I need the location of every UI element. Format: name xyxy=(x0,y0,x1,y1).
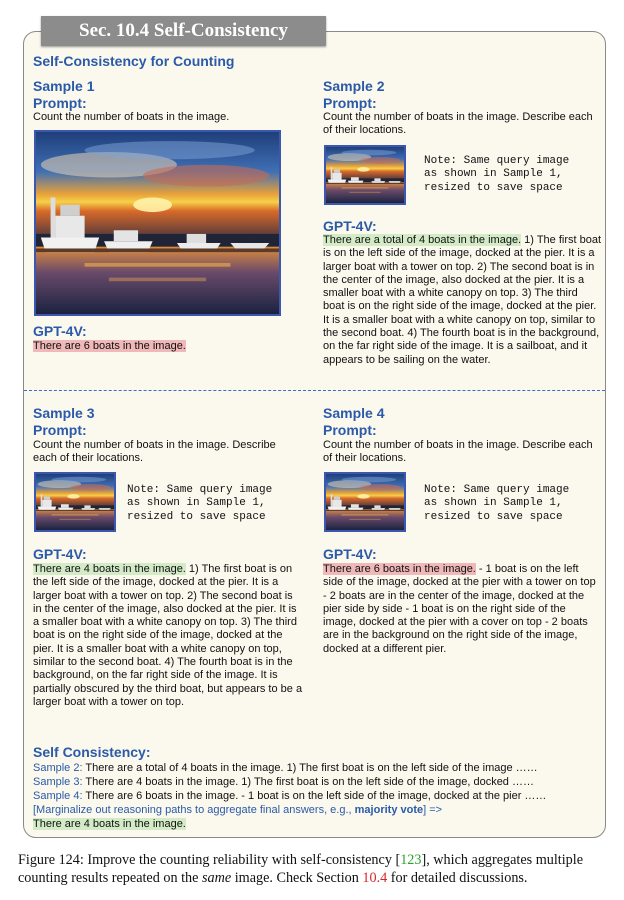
self-consistency-text-2: There are a total of 4 boats in the image. 1) The first boat is on the left side of the image …… xyxy=(82,762,538,774)
final-answer xyxy=(33,818,186,831)
sample2-prompt: Count the number of boats in the image. Describe each of their locations. xyxy=(323,111,593,137)
sample1-title: Sample 1 xyxy=(33,78,95,94)
sample3-title: Sample 3 xyxy=(33,405,95,421)
sample3-boat-thumbnail xyxy=(34,472,116,532)
sample1-prompt: Count the number of boats in the image. xyxy=(33,111,230,123)
figure-caption xyxy=(18,851,608,887)
self-consistency-text-4: There are 6 boats in the image. - 1 boat is on the left side of the image, docked at the pier …… xyxy=(82,790,547,802)
caption-ref-section[interactable]: 10.4 xyxy=(362,870,388,886)
self-consistency-label-4: Sample 4: xyxy=(33,790,83,802)
caption-ref-citation[interactable]: 123 xyxy=(400,852,422,868)
self-consistency-line-2 xyxy=(33,762,601,775)
sample4-answer-text: - 1 boat is on the left side of the image, docked at the pier with a tower on top - 2 boats are in the center of the image, docked at the pier side by side - 1 boat is on the right side of the image, docked at the pier with a cover on top - 2 boats are in the background on the right side of the image, docked at a different pier. xyxy=(323,563,596,655)
caption-italic: same xyxy=(202,870,232,886)
self-consistency-label-2: Sample 2: xyxy=(33,762,83,774)
sample1-answer xyxy=(33,340,303,353)
marginalize-suffix: ] => xyxy=(423,804,443,816)
sample4-boat-thumbnail xyxy=(324,472,406,532)
sample3-answer-highlight: There are 4 boats in the image. xyxy=(33,563,186,575)
sample4-answer-highlight: There are 6 boats in the image. xyxy=(323,563,476,575)
caption-part3: image. Check Section xyxy=(231,870,363,886)
sample1-boat-image xyxy=(34,130,281,316)
sample2-answer xyxy=(323,234,601,367)
sample4-title: Sample 4 xyxy=(323,405,385,421)
sample4-answer-label: GPT-4V: xyxy=(323,546,377,562)
sample3-prompt-label: Prompt: xyxy=(33,422,87,438)
sample1-prompt-label: Prompt: xyxy=(33,95,87,111)
sample2-answer-highlight: There are a total of 4 boats in the image. xyxy=(323,234,522,246)
sample4-note: Note: Same query image as shown in Sample 1, resized to save space xyxy=(424,484,570,523)
caption-part1: Figure 124: Improve the counting reliability with self-consistency [ xyxy=(18,852,401,868)
self-consistency-line-4 xyxy=(33,790,601,803)
sample4-answer xyxy=(323,563,601,656)
caption-part2: ], which aggregates multiple counting results repeated on the xyxy=(18,852,584,886)
sample4-prompt-label: Prompt: xyxy=(323,422,377,438)
panel-title: Self-Consistency for Counting xyxy=(33,53,235,69)
sample3-answer-text: 1) The first boat is on the left side of the image, docked at the pier. It is a larger boat with a tower on top. 2) The second boat is in the center of the image, also docked at the pier. It is a smaller boat with a white canopy on top. 3) The third boat is on the right side of the image, docked at the pier. It is a smaller boat with a white canopy on top, similar to the second boat. 4) The fourth boat is in the background, on the far right side of the image. It is partially obscured by the third boat, but appears to be a larger boat with a tower on top. xyxy=(33,563,303,708)
sample2-prompt-label: Prompt: xyxy=(323,95,377,111)
sample2-answer-label: GPT-4V: xyxy=(323,218,377,234)
self-consistency-title: Self Consistency: xyxy=(33,744,151,760)
section-tab: Sec. 10.4 Self-Consistency xyxy=(41,16,326,46)
sample3-prompt: Count the number of boats in the image. Describe each of their locations. xyxy=(33,439,276,465)
sample3-note: Note: Same query image as shown in Sample 1, resized to save space xyxy=(127,484,273,523)
final-answer-highlight: There are 4 boats in the image. xyxy=(33,818,186,830)
sample2-answer-text: 1) The first boat is on the left side of the image, docked at the pier. It is a larger boat with a tower on top. 2) The second boat is in the center of the image, also docked at the pier. It is a smaller boat with a white canopy on top. 3) The third boat is on the right side of the image, docked at the pier. It is a smaller boat with a white canopy on top, similar to the second boat. 4) The fourth boat is in the background, on the far right side of the image. It is a sailboat, and it appears to be sailing on the water. xyxy=(323,234,602,366)
sample3-answer-label: GPT-4V: xyxy=(33,546,87,562)
sample-divider xyxy=(24,390,605,391)
sample2-note: Note: Same query image as shown in Sample 1, resized to save space xyxy=(424,155,570,194)
sample1-answer-label: GPT-4V: xyxy=(33,323,87,339)
marginalize-note xyxy=(33,804,601,817)
self-consistency-text-3: There are 4 boats in the image. 1) The first boat is on the left side of the image, docked …… xyxy=(82,776,534,788)
self-consistency-label-3: Sample 3: xyxy=(33,776,83,788)
caption-part4: for detailed discussions. xyxy=(387,870,528,886)
sample2-boat-thumbnail xyxy=(324,145,406,205)
sample2-title: Sample 2 xyxy=(323,78,385,94)
sample3-answer xyxy=(33,563,303,709)
marginalize-prefix: [Marginalize out reasoning paths to aggregate final answers, e.g., xyxy=(33,804,355,816)
sample1-answer-highlight: There are 6 boats in the image. xyxy=(33,340,186,352)
marginalize-bold: majority vote xyxy=(354,804,424,816)
self-consistency-line-3 xyxy=(33,776,601,789)
sample4-prompt: Count the number of boats in the image. Describe each of their locations. xyxy=(323,439,593,465)
